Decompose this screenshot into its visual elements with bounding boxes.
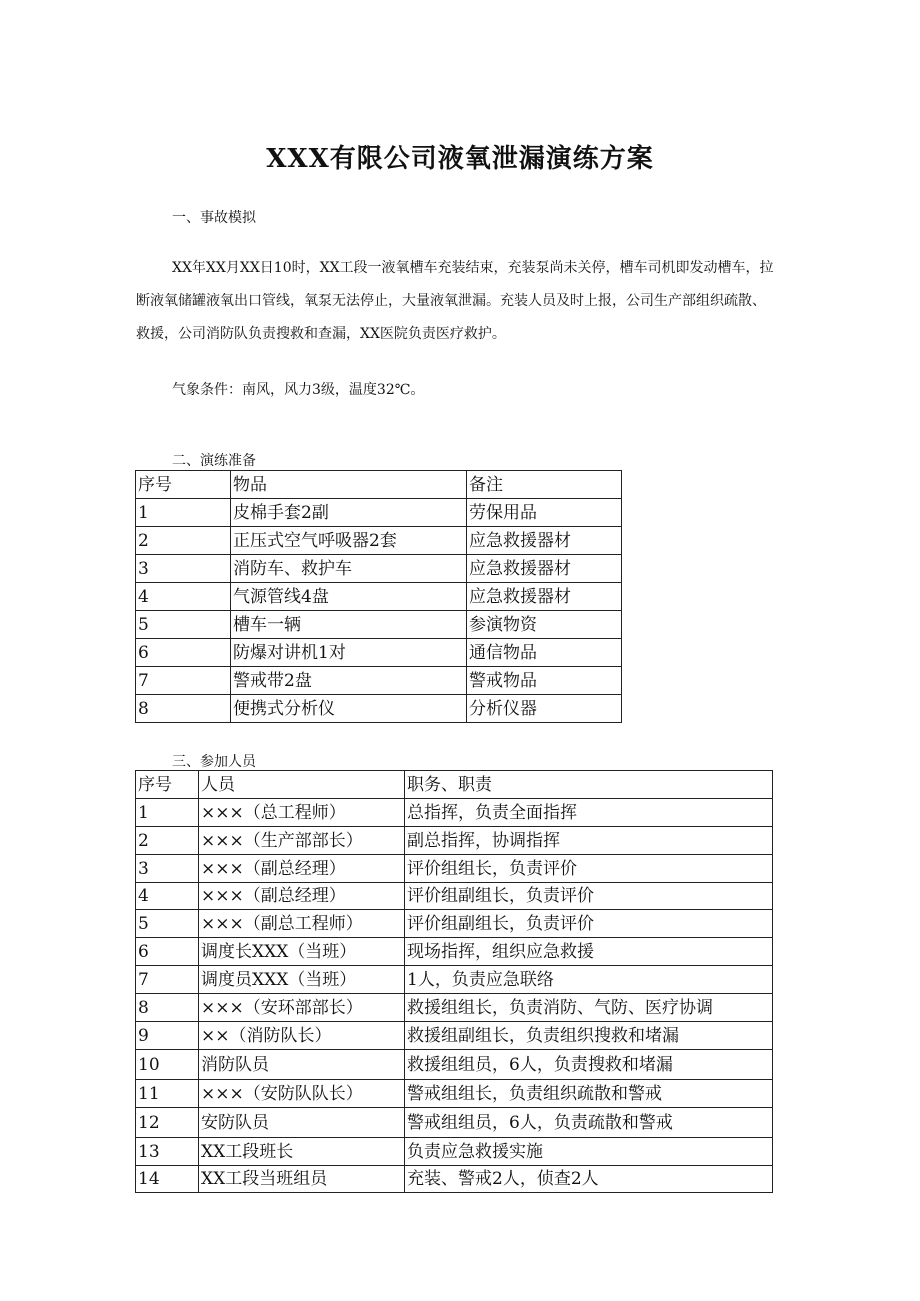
table-cell: 6 <box>136 938 199 966</box>
incident-paragraph: XX年XX月XX日10时，XX工段一液氧槽车充装结束，充装泵尚未关停，槽车司机即发动槽车，拉断液氧储罐液氧出口管线，氧泵无法停止，大量液氧泄漏。充装人员及时上报，公司生产部组织疏散、救援，公司消防队负责搜救和查漏，XX医院负责医疗救护。 <box>136 260 774 342</box>
table-cell: XX工段当班组员 <box>199 1166 405 1193</box>
header-cell: 备注 <box>467 471 622 499</box>
table-cell: ×××（副总经理） <box>199 883 405 910</box>
table-cell: 参演物资 <box>467 611 622 639</box>
table-cell: 副总指挥，协调指挥 <box>405 827 773 855</box>
table-row <box>136 827 773 855</box>
table-cell: 应急救援器材 <box>467 527 622 555</box>
table-cell: 4 <box>136 883 199 910</box>
table-cell: 消防车、救护车 <box>231 555 467 583</box>
table-cell: ×××（安防队队长） <box>199 1080 405 1108</box>
table-cell: ×××（总工程师） <box>199 799 405 827</box>
table-row <box>136 938 773 966</box>
weather-conditions: 气象条件：南风，风力3级，温度32℃。 <box>172 382 425 398</box>
table-cell: 警戒物品 <box>467 667 622 695</box>
table-row <box>136 966 773 994</box>
header-cell: 人员 <box>199 771 405 799</box>
equipment-table <box>135 470 622 723</box>
table-cell: 7 <box>136 966 199 994</box>
table-row <box>136 883 773 910</box>
table-row <box>136 799 773 827</box>
table-cell: 2 <box>136 827 199 855</box>
table-cell: 分析仪器 <box>467 695 622 723</box>
table-cell: 消防队员 <box>199 1050 405 1080</box>
table-cell: 应急救援器材 <box>467 555 622 583</box>
table-row <box>136 639 622 667</box>
table-row <box>136 583 622 611</box>
table-cell: 防爆对讲机1对 <box>231 639 467 667</box>
table-row <box>136 910 773 938</box>
table-cell: 负责应急救援实施 <box>405 1138 773 1166</box>
table-row <box>136 527 622 555</box>
table-cell: 评价组副组长，负责评价 <box>405 883 773 910</box>
table-cell: 调度员XXX（当班） <box>199 966 405 994</box>
table-row <box>136 1050 773 1080</box>
table-row <box>136 994 773 1022</box>
table-cell: 劳保用品 <box>467 499 622 527</box>
table-row <box>136 1138 773 1166</box>
table-cell: 3 <box>136 855 199 883</box>
table-cell: 12 <box>136 1108 199 1138</box>
table-cell: 11 <box>136 1080 199 1108</box>
section2-heading: 二、演练准备 <box>172 453 256 469</box>
table-row <box>136 611 622 639</box>
section3-heading: 三、参加人员 <box>172 754 256 770</box>
table-cell: 评价组副组长，负责评价 <box>405 910 773 938</box>
table-row <box>136 855 773 883</box>
table-cell: 皮棉手套2副 <box>231 499 467 527</box>
table-row <box>136 1108 773 1138</box>
table-cell: 1 <box>136 499 231 527</box>
table-cell: 10 <box>136 1050 199 1080</box>
table-row <box>136 695 622 723</box>
table-cell: 充装、警戒2人，侦查2人 <box>405 1166 773 1193</box>
table-cell: 9 <box>136 1022 199 1050</box>
table-cell: 调度长XXX（当班） <box>199 938 405 966</box>
section1-heading: 一、事故模拟 <box>172 210 256 226</box>
table-cell: 气源管线4盘 <box>231 583 467 611</box>
table-row <box>136 499 622 527</box>
header-cell: 序号 <box>136 471 231 499</box>
table-row <box>136 1080 773 1108</box>
table-cell: 应急救援器材 <box>467 583 622 611</box>
table-cell: ××（消防队长） <box>199 1022 405 1050</box>
table-cell: 警戒组组长，负责组织疏散和警戒 <box>405 1080 773 1108</box>
table-cell: 1人，负责应急联络 <box>405 966 773 994</box>
table-cell: 安防队员 <box>199 1108 405 1138</box>
table-cell: 现场指挥，组织应急救援 <box>405 938 773 966</box>
table-cell: 8 <box>136 695 231 723</box>
personnel-table <box>135 770 773 1193</box>
table-cell: 警戒带2盘 <box>231 667 467 695</box>
header-cell: 职务、职责 <box>405 771 773 799</box>
table-cell: ×××（生产部部长） <box>199 827 405 855</box>
table-cell: 通信物品 <box>467 639 622 667</box>
table-cell: 5 <box>136 611 231 639</box>
table-row <box>136 1166 773 1193</box>
table-header-row <box>136 771 773 799</box>
table-cell: 评价组组长，负责评价 <box>405 855 773 883</box>
table-row <box>136 555 622 583</box>
table-row <box>136 1022 773 1050</box>
table-cell: 救援组组长，负责消防、气防、医疗协调 <box>405 994 773 1022</box>
table-cell: 便携式分析仪 <box>231 695 467 723</box>
header-cell: 物品 <box>231 471 467 499</box>
table-cell: 正压式空气呼吸器2套 <box>231 527 467 555</box>
table-cell: 2 <box>136 527 231 555</box>
table-cell: 13 <box>136 1138 199 1166</box>
table-cell: ×××（安环部部长） <box>199 994 405 1022</box>
table-row <box>136 667 622 695</box>
table-cell: 8 <box>136 994 199 1022</box>
table-cell: 4 <box>136 583 231 611</box>
table-cell: 14 <box>136 1166 199 1193</box>
table-cell: 3 <box>136 555 231 583</box>
table-cell: 救援组副组长，负责组织搜救和堵漏 <box>405 1022 773 1050</box>
table-cell: 6 <box>136 639 231 667</box>
table-cell: 警戒组组员，6人，负责疏散和警戒 <box>405 1108 773 1138</box>
table-cell: ×××（副总工程师） <box>199 910 405 938</box>
table-header-row <box>136 471 622 499</box>
table-cell: 1 <box>136 799 199 827</box>
table-cell: 救援组组员，6人，负责搜救和堵漏 <box>405 1050 773 1080</box>
header-cell: 序号 <box>136 771 199 799</box>
document-title: XXX有限公司液氧泄漏演练方案 <box>266 144 654 174</box>
table-cell: XX工段班长 <box>199 1138 405 1166</box>
table-cell: ×××（副总经理） <box>199 855 405 883</box>
table-cell: 总指挥，负责全面指挥 <box>405 799 773 827</box>
table-cell: 5 <box>136 910 199 938</box>
table-cell: 7 <box>136 667 231 695</box>
table-cell: 槽车一辆 <box>231 611 467 639</box>
